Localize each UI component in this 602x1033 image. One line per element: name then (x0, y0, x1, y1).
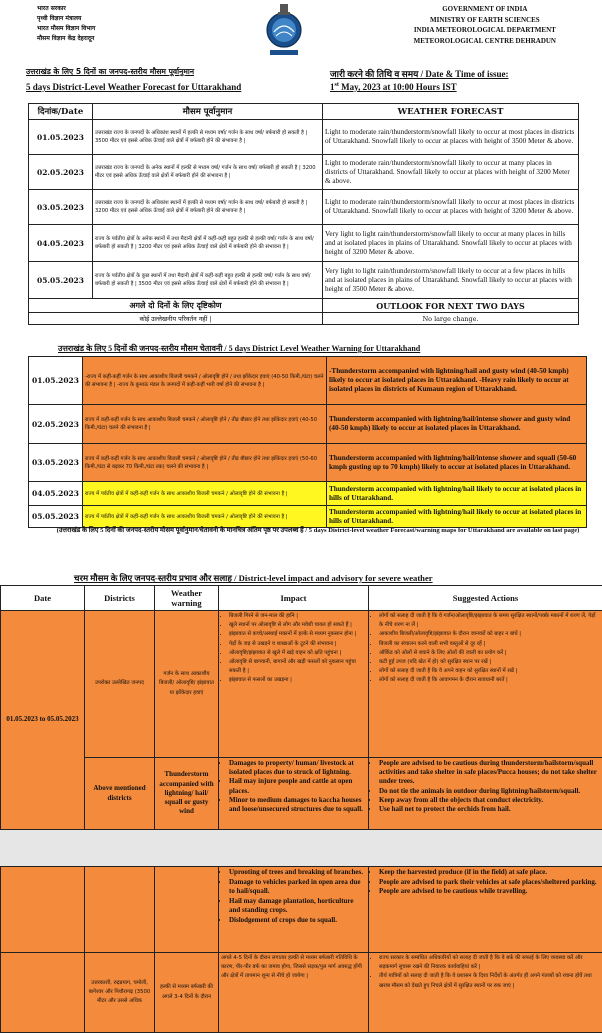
forecast-hindi: उत्तराखंड राज्य के जनपदों के अनेक स्थानों में हल्की से मध्यम वर्षा/ गर्जन के साथ वर्षा/ बर्फबारी हो सकती है | 3200 मीटर एवं इससे अधिक ऊँचाई वाले क्षेत्रों में बर्फबारी होने की संभावना है | (93, 155, 323, 190)
header-left-line: पृथ्वी विज्ञान मंत्रालय (37, 14, 95, 24)
outlook-value-english: No large change. (323, 313, 579, 325)
forecast-english: Very light to light rain/thunderstorm/snowfall likely to occur at many places in hills and at isolated places in plains of Uttarakhand. Snowfall likely to occur at places with height of 3200 Meter & above. (323, 225, 579, 262)
adv-impact-english (219, 758, 369, 830)
issue-date-day: 1 (330, 82, 335, 92)
adv-date-range: 01.05.2023 to 05.05.2023 (1, 611, 85, 830)
issue-date-sup: st (335, 82, 339, 88)
warning-row (29, 482, 587, 506)
impact-item: • Damage to vehicles parked in open area due to hail/squall. (229, 878, 366, 897)
impact-item: • बिजली गिरने से जन-माल की हानि | (229, 612, 366, 621)
forecast-hindi: उत्तराखंड राज्य के जनपदों के अधिकांश स्थानों में हल्की से मध्यम वर्षा/ गर्जन के साथ वर्षा/ बर्फबारी हो सकती है | 3500 मीटर एवं इससे अधिक ऊँचाई वाले क्षेत्रों में बर्फबारी होने की संभावना है | (93, 120, 323, 155)
col-english-header: WEATHER FORECAST (323, 104, 579, 120)
emblem-icon (262, 2, 306, 60)
adv-warning-hindi: गर्जन के साथ आकाशीय बिजली/ ओलावृष्टि/ झंझावात या झोंकेदार हवाएं (155, 611, 219, 758)
forecast-row (29, 120, 579, 155)
action-item: • राज्य सरकार के सम्बंधित अधिकारियों को सलाह दी जाती है कि वे बर्फ़ की सफाई के लिए व्यवस्था करें और सड़कमार्ग सुचारू रखने की निवारक कार्यवाहियां करें | (379, 954, 600, 972)
issue-title: जारी करने की तिथि व समय / Date & Time of issue: (330, 67, 509, 80)
warning-date: 04.05.2023 (29, 482, 83, 506)
adv-header-districts: Districts (85, 586, 155, 611)
action-item: • लोगों को सलाह दी जाती है कि वे अपने वाहन को सुरक्षित स्थानों में रखें | (379, 667, 600, 676)
adv-header-actions: Suggested Actions (369, 586, 602, 611)
forecast-hindi: राज्य के पर्वतीय क्षेत्रों के अनेक स्थानों में तथा मैदानी क्षेत्रों में कहीं-कहीं बहुत हल्की से हल्की वर्षा/ गर्जन के साथ वर्षा/ बर्फबारी हो सकती है | 3200 मीटर एवं इससे अधिक ऊँचाई वाले क्षेत्रों में बर्फबारी होने की संभावना है | (93, 225, 323, 262)
impact-item: • झंझावात से फसलों का उखड़ना | (229, 676, 366, 685)
adv-district-hindi: उपरोक्त उल्लेखित जनपद (85, 611, 155, 758)
action-item: • बिजली का संचालन करने वाली सभी वस्तुओं से दूर रहें | (379, 640, 600, 649)
adv2-impact-hindi: अगले 4-5 दिनों के दौरान लगातार हल्की से मध्यम बर्फबारी गतिविधि के कारण, पीर-पीर बर्फ का जमाव होगा, जिससे सड़क/पुल मार्ग अवरुद्ध होंगी और क्षेत्रों में तापमान शून्य से नीचे हो जायेगा | (219, 953, 369, 1033)
forecast-title-english: 5 days District-Level Weather Forecast for Uttarakhand (26, 82, 241, 92)
adv-header-warning: Weather warning (155, 586, 219, 611)
col-hindi-header: मौसम पूर्वानुमान (93, 104, 323, 120)
advisory-table (0, 585, 602, 830)
forecast-english: Light to moderate rain/thunderstorm/snowfall likely to occur at most places in districts of Uttarakhand. Snowfall likely to occur at places with height of 3200 Meter & above. (323, 190, 579, 225)
forecast-table (28, 103, 579, 325)
impact-item: • ओलावृष्टि से बागवानी, बागानों और खड़ी फसलों को नुकसान पहुंचा सकती है | (229, 658, 366, 676)
impact-item: • Uprooting of trees and breaking of branches. (229, 868, 366, 878)
warning-hindi: राज्य में कहीं-कहीं गर्जन के साथ आकाशीय बिजली चमकने / ओलावृष्टि होने / तीव्र बौछार होने तथा झोंकेदार हवाएं (40-50 किमी./घंटा) चलने की संभावना है | (83, 405, 327, 444)
adv-impact-hindi (219, 611, 369, 758)
adv2-warning-hindi: हल्की से मध्यम बर्फबारी की अगले 3-4 दिनों के दौरान (155, 953, 219, 1033)
warning-row (29, 506, 587, 528)
adv-district-english: Above mentioned districts (85, 758, 155, 830)
header-right-line: MINISTRY OF EARTH SCIENCES (414, 15, 556, 26)
outlook-value-hindi: कोई उल्लेखनीय परिवर्तन नहीं | (29, 313, 323, 325)
warning-title: उत्तराखंड के लिए 5 दिनों की जनपद-स्तरीय मौसम चेतावनी / 5 days District Level Weather Warning for Uttarakhand (58, 343, 420, 354)
page-break (0, 830, 602, 866)
adv2-date-empty-2 (1, 953, 85, 1033)
forecast-hindi: उत्तराखंड राज्य के जनपदों के अधिकांश स्थानों में हल्की से मध्यम वर्षा/ गर्जन के साथ वर्षा/ बर्फबारी हो सकती है | 3200 मीटर एवं इससे अधिक ऊँचाई वाले क्षेत्रों में बर्फबारी होने की संभावना है | (93, 190, 323, 225)
maps-note: (उत्तराखंड के लिए 5 दिनों की जनपद-स्तरीय मौसम पूर्वानुमान/चेतावनी के मानचित्र अंतिम पृष्ठ पर उपलब्ध हैं / 5 days District-level weather Forecast/warning maps for Uttarakhand are available on last page) (48, 526, 588, 535)
forecast-english: Very light to light rain/thunderstorm/snowfall likely to occur at a few places in hills and at isolated places in plains of Uttarakhand. Snowfall likely to occur at places with height of 3500 Meter & above. (323, 262, 579, 299)
action-item: • Do not tie the animals in outdoor during lightning/hailstorm/squall. (379, 787, 600, 796)
header-left (37, 4, 95, 44)
outlook-header-english: OUTLOOK FOR NEXT TWO DAYS (323, 299, 579, 313)
outlook-header-hindi: अगले दो दिनों के लिए दृष्टिकोण (29, 299, 323, 313)
warning-date: 03.05.2023 (29, 444, 83, 482)
action-item: • People are advised to park their vehicles at safe places/sheltered parking. (379, 878, 600, 888)
header-right-line: METEOROLOGICAL CENTRE DEHRADUN (414, 36, 556, 47)
forecast-row (29, 190, 579, 225)
action-item: • People are advised to be cautious during thunderstorm/hailstorm/squall activities and take shelter in safe places/Pucca houses; do not take shelter under trees. (379, 759, 600, 787)
header-right (414, 4, 556, 46)
header-left-line: भारत सरकार (37, 4, 95, 14)
impact-item: • Minor to medium damages to kaccha houses and loose/unsecured structures due to squall. (229, 796, 366, 814)
warning-hindi: -राज्य में कहीं-कहीं गर्जन के साथ आकाशीय बिजली चमकने / ओलावृष्टि होने / तथा झोंकेदार हवाएं (40-50 किमी./घंटा) चलने की संभावना है | -राज्य के कुमाऊं मंडल के जनपदों में कहीं-कहीं भारी वर्षा होने की संभावना है | (83, 357, 327, 405)
warning-date: 05.05.2023 (29, 506, 83, 528)
action-item: • कटी हुई उपज (यदि खेत में हो) को सुरक्षित स्थान पर रखें | (379, 658, 600, 667)
impact-item: • ओलावृष्टि/झंझावात से खुले में खड़े वाहन को क्षति पहुंचना | (229, 649, 366, 658)
advisory-table-continued (0, 866, 602, 1033)
action-item: • लोगों को सलाह दी जाती है कि वे गर्जन/ओलावृष्टि/झंझावात के समय सुरक्षित स्थानों/पक्के मकानों में शरण लें, पेड़ों के नीचे शरण ना लें | (379, 612, 600, 630)
action-item: • तीर्थ यात्रियों को सलाह दी जाती है कि वे प्रशासन के दिशा निर्देशों के अंतर्गत ही अपने गंतव्यों को रवाना होवें तथा खराब मौसम को देखते हुए निचले क्षेत्रों में सुरक्षित स्थानों पर रुक जाएं | (379, 972, 600, 990)
action-item: • ऑर्किड को ओलों से बचाने के लिए ओलों की जाली का प्रयोग करें | (379, 649, 600, 658)
header-left-line: मौसम विज्ञान केंद्र देहरादून (37, 34, 95, 44)
impact-item: • खुले स्थानों पर ओलावृष्टि से लोग और मवेशी घायल हो सकते हैं | (229, 621, 366, 630)
adv2-impact-english (219, 867, 369, 953)
warning-english: Thunderstorm accompanied with lightning/hail/intense shower and gusty wind (40-50 kmph) likely to occur at isolated places in Uttarakhand. (327, 405, 587, 444)
action-item: • Use hail net to protect the orchids from hail. (379, 805, 600, 814)
adv2-district-empty (85, 867, 155, 953)
warning-hindi: राज्य में कहीं-कहीं गर्जन के साथ आकाशीय बिजली चमकने / ओलावृष्टि होने / तीव्र बौछार होने तथा झोंकेदार हवाएं (50-60 किमी./घंटा से बढ़कर 70 किमी./घंटा तक) चलने की संभावना है | (83, 444, 327, 482)
adv-header-impact: Impact (219, 586, 369, 611)
warning-english: Thunderstorm accompanied with lightning/hail likely to occur at isolated places in hills of Uttarakhand. (327, 482, 587, 506)
adv2-actions-hindi (369, 953, 602, 1033)
forecast-date: 02.05.2023 (29, 155, 93, 190)
forecast-row (29, 262, 579, 299)
impact-item: • Dislodgement of crops due to squall. (229, 916, 366, 926)
action-item: • लोगों को सलाह दी जाती है कि आवागमन के दौरान सावधानी बरतें | (379, 676, 600, 685)
adv-actions-hindi (369, 611, 602, 758)
forecast-english: Light to moderate rain/thunderstorm/snowfall likely to occur at many places in districts of Uttarakhand. Snowfall likely to occur at places with height of 3200 Meter & above. (323, 155, 579, 190)
header-left-line: भारत मौसम विज्ञान विभाग (37, 24, 95, 34)
forecast-row (29, 155, 579, 190)
forecast-hindi: राज्य के पर्वतीय क्षेत्रों के कुछ स्थानों में तथा मैदानी क्षेत्रों में कहीं-कहीं बहुत हल्की से हल्की वर्षा/ गर्जन के साथ वर्षा/ बर्फबारी हो सकती है | 3500 मीटर एवं इससे अधिक ऊँचाई वाले क्षेत्रों में बर्फबारी होने की संभावना है | (93, 262, 323, 299)
adv2-date-empty (1, 867, 85, 953)
warning-hindi: राज्य में पर्वतीय क्षेत्रों में कहीं-कहीं गर्जन के साथ आकाशीय बिजली चमकने / ओलावृष्टि होने की संभावना है | (83, 506, 327, 528)
action-item: • People are advised to be cautious while travelling. (379, 887, 600, 897)
adv2-warning-empty (155, 867, 219, 953)
adv2-district-hindi: उत्तरकाशी, रुद्रप्रयाग, चमोली, बागेश्वर और पिथौरागढ़ (3500 मीटर और उससे अधिक (85, 953, 155, 1033)
forecast-english: Light to moderate rain/thunderstorm/snowfall likely to occur at most places in districts of Uttarakhand. Snowfall likely to occur at places with height of 3500 Meter & above. (323, 120, 579, 155)
header-right-line: INDIA METEOROLOGICAL DEPARTMENT (414, 25, 556, 36)
warning-table (28, 356, 587, 528)
impact-item: • Damages to property/ human/ livestock at isolated places due to struck of lightning. (229, 759, 366, 777)
adv-warning-english: Thunderstorm accompanied with lightning/ hail/ squall or gusty wind (155, 758, 219, 830)
warning-english: Thunderstorm accompanied with lightning/hail/intense shower and squall (50-60 kmph gusting up to 70 kmph) likely to occur at isolated places in Uttarakhand. (327, 444, 587, 482)
issue-date-rest: May, 2023 at 10:00 Hours IST (339, 82, 457, 92)
forecast-date: 03.05.2023 (29, 190, 93, 225)
impact-item: • Hail may damage plantation, horticulture and standing crops. (229, 897, 366, 916)
warning-date: 01.05.2023 (29, 357, 83, 405)
issue-date (330, 82, 457, 92)
warning-english: Thunderstorm accompanied with lightning/hail likely to occur at isolated places in hills of Uttarakhand. (327, 506, 587, 528)
adv-actions-english (369, 758, 602, 830)
forecast-title-hindi: उत्तराखंड के लिए 5 दिनों का जनपद-स्तरीय मौसम पूर्वानुमान (26, 67, 194, 77)
impact-item: • झंझावात से कच्चे/अस्थाई मकानों में हल्के से मध्यम नुकसान होना | (229, 630, 366, 639)
impact-item: • Hail may injure people and cattle at open places. (229, 777, 366, 795)
warning-row (29, 357, 587, 405)
forecast-date: 04.05.2023 (29, 225, 93, 262)
warning-row (29, 444, 587, 482)
impact-item: • पेड़ों के जड़ से उखड़ने व शाखाओं के टूटने की संभावना | (229, 640, 366, 649)
warning-english: -Thunderstorm accompanied with lightning/hail and gusty wind (40-50 kmph) likely to occur at isolated places in Uttarakhand. -Heavy rain likely to occur at isolated places in districts of Kumaun region of Uttarakhand. (327, 357, 587, 405)
forecast-row (29, 225, 579, 262)
warning-row (29, 405, 587, 444)
warning-hindi: राज्य में पर्वतीय क्षेत्रों में कहीं-कहीं गर्जन के साथ आकाशीय बिजली चमकने / ओलावृष्टि होने की संभावना है | (83, 482, 327, 506)
warning-date: 02.05.2023 (29, 405, 83, 444)
action-item: • Keep away from all the objects that conduct electricity. (379, 796, 600, 805)
action-item: • Keep the harvested produce (if in the field) at safe place. (379, 868, 600, 878)
header-right-line: GOVERNMENT OF INDIA (414, 4, 556, 15)
forecast-date: 01.05.2023 (29, 120, 93, 155)
adv-header-date: Date (1, 586, 85, 611)
advisory-title: चरम मौसम के लिए जनपद-स्तरीय प्रभाव और सलाह / District-level impact and advisory for severe weather (74, 572, 433, 584)
adv2-actions-english (369, 867, 602, 953)
forecast-date: 05.05.2023 (29, 262, 93, 299)
action-item: • आकाशीय बिजली/ओलावृष्टि/झंझावात के दौरान जानवरों को बाहर न बांधें | (379, 630, 600, 639)
col-date-header: दिनांक/Date (29, 104, 93, 120)
